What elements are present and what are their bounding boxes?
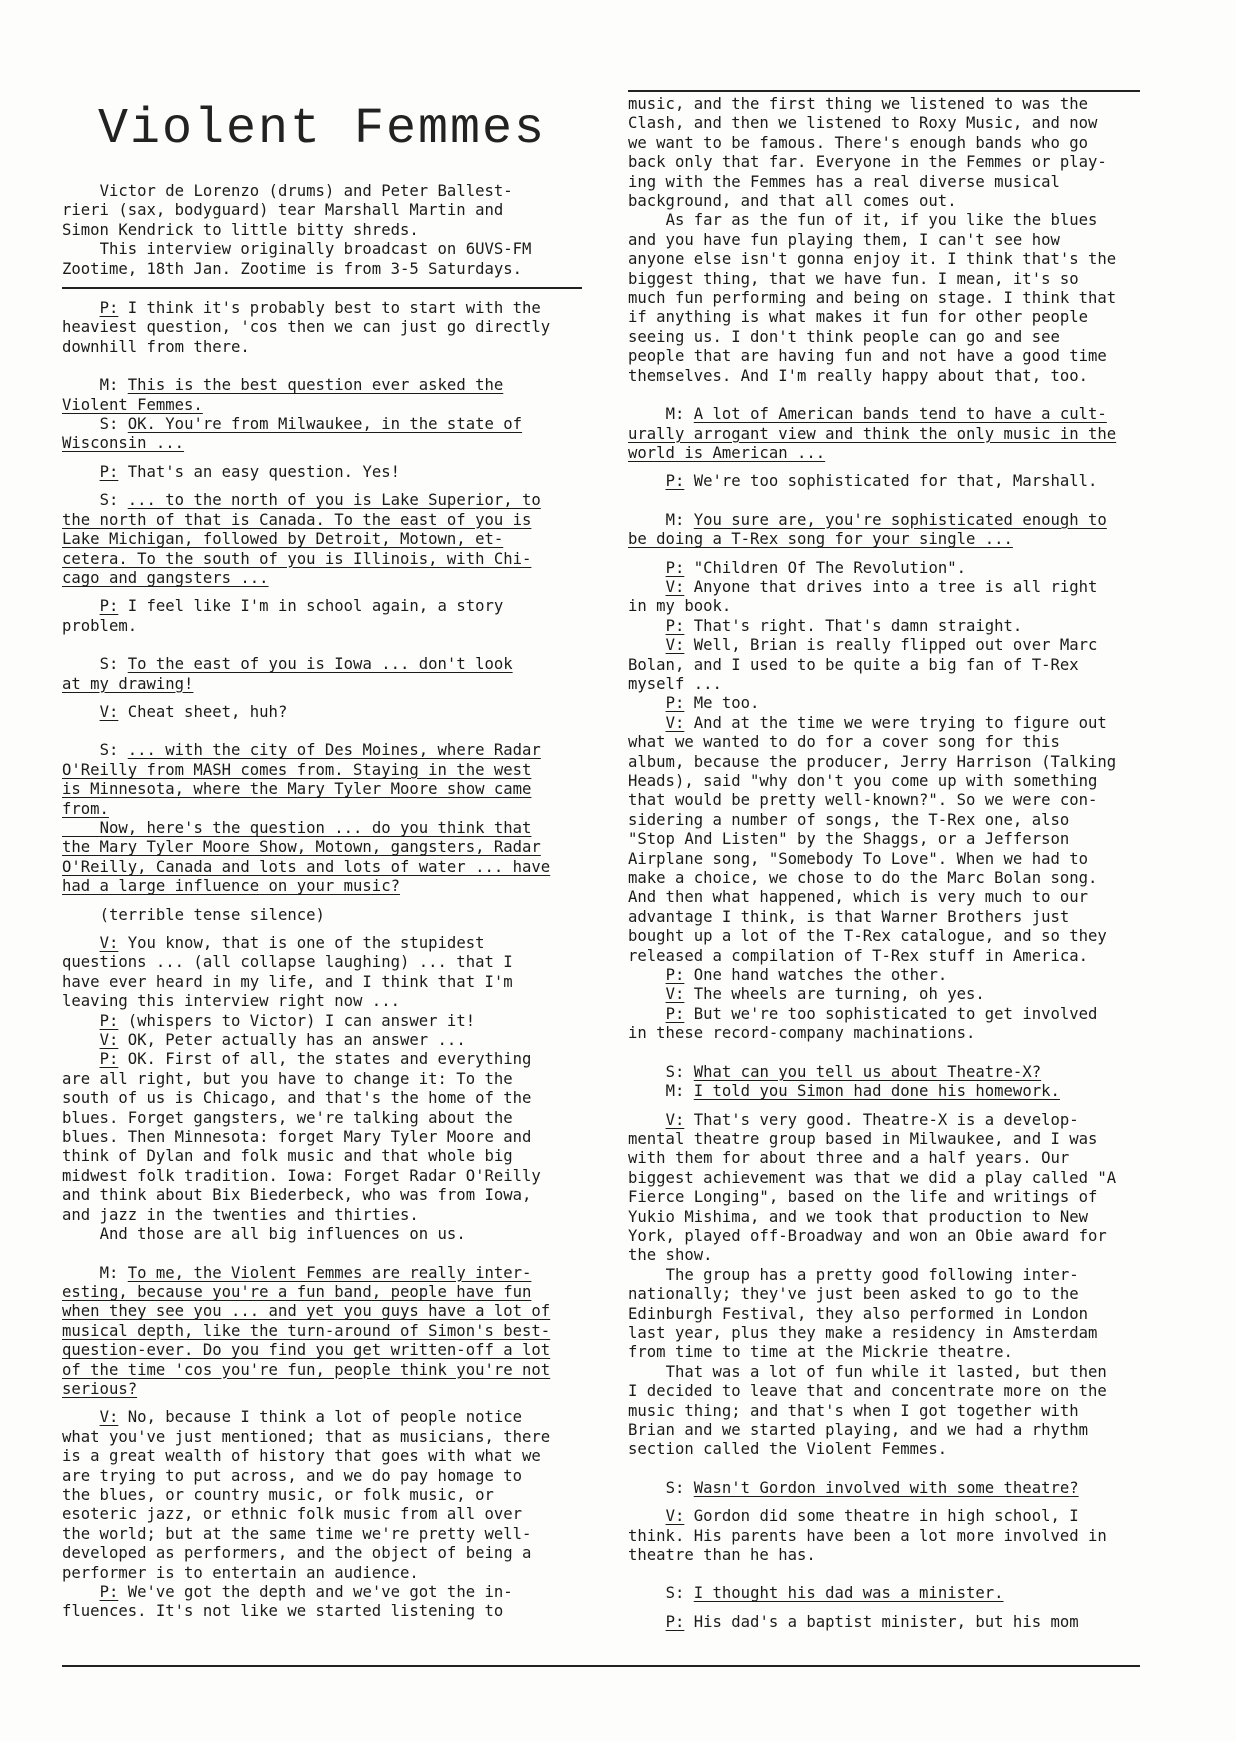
speech-text: ... with the city of Des Moines, where Radar O'Reilly from MASH comes from. Staying in the west is Minnesota, where the Mary Tyler Moore show came from. Now, here's the question ... do you think that the Mary Tyler Moore Show, Motown, gangsters, Radar O'Reilly, Canada and lots and lots of water ... have had a large influence on your music?: [62, 741, 551, 896]
speaker-label: P:: [99, 597, 119, 616]
speech-text: One hand watches the other.: [684, 966, 948, 985]
speech-text: That's very good. Theatre-X is a develop- mental theatre group based in Milwaukee, and I was with them for about three and a half years. Our biggest achievement was that we did a play called "A Fierce Longing", based on the life and writings of Yukio Mishima, and we took that production to New York, played off-Broadway and won an Obie award for the show. The group has a pretty good following inter- nationally; they've just been asked to go to the Edinburgh Festival, they also performed in London last year, plus they make a residency in Amsterdam from time to time at the Mickrie theatre. That was a lot of fun while it lasted, but then I decided to leave that and concentrate more on the music thing; and that's when I got together with Brian and we started playing, and we had a rhythm section called the Violent Femmes.: [628, 1110, 1117, 1459]
speech-text: We're too sophisticated for that, Marshall.: [684, 472, 1098, 491]
speech-text: That's an easy question. Yes!: [118, 462, 400, 481]
paragraph-spacer: [62, 722, 582, 741]
speaker-label: P:: [665, 966, 685, 985]
speaker-label: P:: [665, 694, 685, 713]
speaker-label: S:: [665, 1062, 694, 1081]
speech-text: ... to the north of you is Lake Superior, to the north of that is Canada. To the east of you is Lake Michigan, followed by Detroit, Motown, et- cetera. To the south of you is Illinois, with Chi- cago and gangsters ...: [62, 491, 541, 587]
speaker-label: V:: [99, 1408, 119, 1427]
interview-body-right: [628, 95, 1148, 1632]
speaker-label: S:: [665, 1478, 694, 1497]
interview-paragraph: [628, 694, 1148, 713]
interview-paragraph: [628, 617, 1148, 636]
speech-text: What can you tell us about Theatre-X?: [693, 1062, 1042, 1081]
speaker-label: P:: [99, 1011, 119, 1030]
speech-text: OK. You're from Milwaukee, in the state of Wisconsin ...: [62, 415, 523, 453]
speaker-label: V:: [665, 1110, 685, 1129]
top-rule: [628, 90, 1140, 92]
interview-paragraph: [628, 1005, 1148, 1044]
interview-paragraph: [628, 95, 1148, 386]
speech-text: This is the best question ever asked the Violent Femmes.: [62, 376, 504, 414]
speaker-label: V:: [665, 1507, 685, 1526]
paragraph-spacer: [628, 1565, 1148, 1584]
speech-text: Anyone that drives into a tree is all right in my book.: [628, 577, 1098, 616]
speech-text: Wasn't Gordon involved with some theatre?: [693, 1478, 1079, 1497]
paragraph-spacer: [628, 1460, 1148, 1479]
interview-paragraph: [628, 636, 1148, 694]
interview-paragraph: [62, 376, 582, 415]
speaker-label: S:: [99, 741, 128, 760]
interview-paragraph: [62, 906, 582, 925]
speaker-label: S:: [665, 1584, 694, 1603]
speech-text: To the east of you is Iowa ... don't look at my drawing!: [62, 655, 513, 693]
speaker-label: S:: [99, 491, 128, 510]
speech-text: (terrible tense silence): [62, 905, 325, 924]
interview-paragraph: [62, 491, 582, 588]
speech-text: A lot of American bands tend to have a cult- urally arrogant view and think the only music in the world is American ...: [628, 405, 1117, 462]
speaker-label: V:: [665, 636, 685, 655]
intro-paragraph: This interview originally broadcast on 6UVS-FM Zootime, 18th Jan. Zootime is from 3-5 Saturdays.: [62, 240, 532, 278]
paragraph-spacer: [62, 588, 582, 597]
intro-paragraph: Victor de Lorenzo (drums) and Peter Ballest- rieri (sax, bodyguard) tear Marshall Martin and Simon Kendrick to little bitty shreds.: [62, 182, 513, 239]
speech-text: His dad's a baptist minister, but his mom: [684, 1612, 1079, 1631]
interview-paragraph: [62, 597, 582, 636]
speaker-label: V:: [665, 713, 685, 732]
interview-paragraph: [628, 714, 1148, 966]
interview-paragraph: [628, 966, 1148, 985]
interview-paragraph: [628, 985, 1148, 1004]
paragraph-spacer: [62, 694, 582, 703]
interview-paragraph: [62, 655, 582, 694]
speech-text: I thought his dad was a minister.: [693, 1584, 1004, 1603]
interview-body-left: [62, 299, 582, 1622]
speech-text: You sure are, you're sophisticated enough to be doing a T-Rex song for your single ...: [628, 510, 1107, 549]
interview-paragraph: [628, 405, 1148, 463]
paragraph-spacer: [62, 482, 582, 491]
speaker-label: P:: [99, 462, 119, 481]
paragraph-spacer: [628, 463, 1148, 472]
speaker-label: P:: [665, 558, 685, 577]
speaker-label: V:: [665, 577, 685, 596]
interview-paragraph: [628, 578, 1148, 617]
speech-text: OK, Peter actually has an answer ...: [118, 1031, 466, 1050]
speech-text: I told you Simon had done his homework.: [693, 1082, 1060, 1101]
speech-text: But we're too sophisticated to get involved in these record-company machinations.: [628, 1004, 1098, 1043]
speaker-label: V:: [99, 702, 119, 721]
speaker-label: V:: [665, 985, 685, 1004]
interview-paragraph: [628, 1479, 1148, 1498]
paragraph-spacer: [628, 1604, 1148, 1613]
paragraph-spacer: [628, 1498, 1148, 1507]
speaker-label: P:: [99, 299, 119, 318]
speech-text: music, and the first thing we listened to was the Clash, and then we listened to Roxy Music, and now we want to be famous. There's enough bands who go back only that far. Everyone in the Femmes or play- ing with the Femmes has a real diverse musical background, and that all comes out. As far as the fun of it, if you like the blues and you have fun playing them, I can't see how anyone else isn't gonna enjoy it. I think that's the biggest thing, that we have fun. I mean, it's so much fun performing and being on stage. I think that if anything is what makes it fun for other people seeing us. I don't think people can go and see people that are having fun and not have a good time themselves. And I'm really happy about that, too.: [628, 95, 1117, 385]
interview-paragraph: [62, 1050, 582, 1244]
interview-paragraph: [628, 559, 1148, 578]
speech-text: Me too.: [684, 694, 760, 713]
left-column: [62, 95, 582, 1622]
speech-text: OK. First of all, the states and everything are all right, but you have to change it: To the south of us is Chicago, and that's the home of the blues. Forget gangsters, we're talking about the blues. Then Minnesota: forget Mary Tyler Moore and think of Dylan and folk music and that whole big midwest folk tradition. Iowa: Forget Radar O'Reilly and think about Bix Biederbeck, who was from Iowa, and jazz in the twenties and thirties. And those are all big influences on us.: [62, 1050, 541, 1244]
speaker-label: M:: [99, 376, 128, 395]
speaker-label: M:: [665, 1082, 694, 1101]
paragraph-spacer: [628, 492, 1148, 511]
right-column: [628, 95, 1148, 1632]
paragraph-spacer: [62, 1245, 582, 1264]
paragraph-spacer: [628, 1102, 1148, 1111]
speech-text: I feel like I'm in school again, a story problem.: [62, 597, 504, 635]
article-title: Violent Femmes: [97, 101, 547, 158]
interview-paragraph: [62, 741, 582, 896]
interview-paragraph: [628, 511, 1148, 550]
interview-paragraph: [628, 1063, 1148, 1082]
interview-paragraph: [628, 1613, 1148, 1632]
speaker-label: M:: [665, 405, 694, 424]
paragraph-spacer: [62, 636, 582, 655]
interview-paragraph: [628, 1111, 1148, 1460]
speaker-label: M:: [665, 510, 694, 529]
interview-paragraph: [62, 1012, 582, 1031]
speaker-label: S:: [99, 415, 128, 434]
paragraph-spacer: [62, 454, 582, 463]
speech-text: That's right. That's damn straight.: [684, 616, 1023, 635]
interview-paragraph: [62, 1408, 582, 1583]
speaker-label: P:: [665, 1004, 685, 1023]
speech-text: We've got the depth and we've got the in- fluences. It's not like we started listening to: [62, 1583, 513, 1621]
interview-paragraph: [628, 1507, 1148, 1565]
paragraph-spacer: [628, 386, 1148, 405]
speaker-label: S:: [99, 655, 128, 674]
interview-paragraph: [62, 463, 582, 482]
speech-text: No, because I think a lot of people notice what you've just mentioned; that as musicians, there is a great wealth of history that goes with what we are trying to put across, and we do pay homage to the blues, or country music, or folk music, or esoteric jazz, or ethnic folk music from all over the world; but at the same time we're pretty well- developed as performers, and the object of being a performer is to entertain an audience.: [62, 1408, 551, 1582]
paragraph-spacer: [628, 1044, 1148, 1063]
speaker-label: M:: [99, 1263, 128, 1282]
speaker-label: P:: [99, 1583, 119, 1601]
interview-paragraph: [628, 1082, 1148, 1101]
speech-text: To me, the Violent Femmes are really inter- esting, because you're a fun band, people have fun when they see you ... and yet you guys have a lot of musical depth, like the turn-around of Simon's best- question-ever. Do you find you get written-off a lot of the time 'cos you're fun, people think you're not serious?: [62, 1263, 551, 1398]
speaker-label: V:: [99, 934, 119, 952]
speech-text: Gordon did some theatre in high school, I think. His parents have been a lot more involved in theatre than he has.: [628, 1507, 1107, 1565]
interview-paragraph: [62, 934, 582, 1012]
interview-paragraph: [628, 1584, 1148, 1603]
speech-text: The wheels are turning, oh yes.: [684, 985, 985, 1004]
speech-text: I think it's probably best to start with the heaviest question, 'cos then we can just go directly downhill from there.: [62, 299, 551, 356]
speech-text: Cheat sheet, huh?: [118, 702, 288, 721]
interview-paragraph: [62, 415, 582, 454]
paragraph-spacer: [62, 897, 582, 906]
paragraph-spacer: [62, 1399, 582, 1408]
interview-paragraph: [62, 299, 582, 357]
intro-divider: [62, 287, 582, 289]
bottom-rule: [62, 1665, 1140, 1667]
paragraph-spacer: [628, 550, 1148, 559]
speaker-label: P:: [665, 616, 685, 635]
paragraph-spacer: [62, 357, 582, 376]
speech-text: "Children Of The Revolution".: [684, 558, 966, 577]
interview-paragraph: [62, 1583, 582, 1622]
speaker-label: P:: [665, 1612, 685, 1631]
speech-text: And at the time we were trying to figure out what we wanted to do for a cover song for this album, because the producer, Jerry Harrison (Talking Heads), said "why don't you come up with something that would be pretty well-known?". So we were con- sidering a number of songs, the T-Rex one, also "Stop And Listen" by the Shaggs, or a Jefferson Airplane song, "Somebody To Love". When we had to make a choice, we chose to do the Marc Bolan song. And then what happened, which is very much to our advantage I think, is that Warner Brothers just bought up a lot of the T-Rex catalogue, and so they released a compilation of T-Rex stuff in America.: [628, 713, 1117, 965]
speech-text: Well, Brian is really flipped out over Marc Bolan, and I used to be quite a big fan of T-Rex myself ...: [628, 636, 1098, 693]
paragraph-spacer: [62, 925, 582, 934]
interview-paragraph: [62, 703, 582, 722]
speaker-label: P:: [665, 472, 685, 491]
speech-text: You know, that is one of the stupidest questions ... (all collapse laughing) ... that I have ever heard in my life, and I think that I'm leaving this interview right now ...: [62, 934, 513, 1011]
interview-paragraph: [62, 1031, 582, 1050]
speaker-label: V:: [99, 1031, 119, 1050]
interview-paragraph: [62, 1264, 582, 1400]
speech-text: (whispers to Victor) I can answer it!: [118, 1011, 476, 1030]
interview-paragraph: [628, 472, 1148, 491]
speaker-label: P:: [99, 1050, 119, 1069]
